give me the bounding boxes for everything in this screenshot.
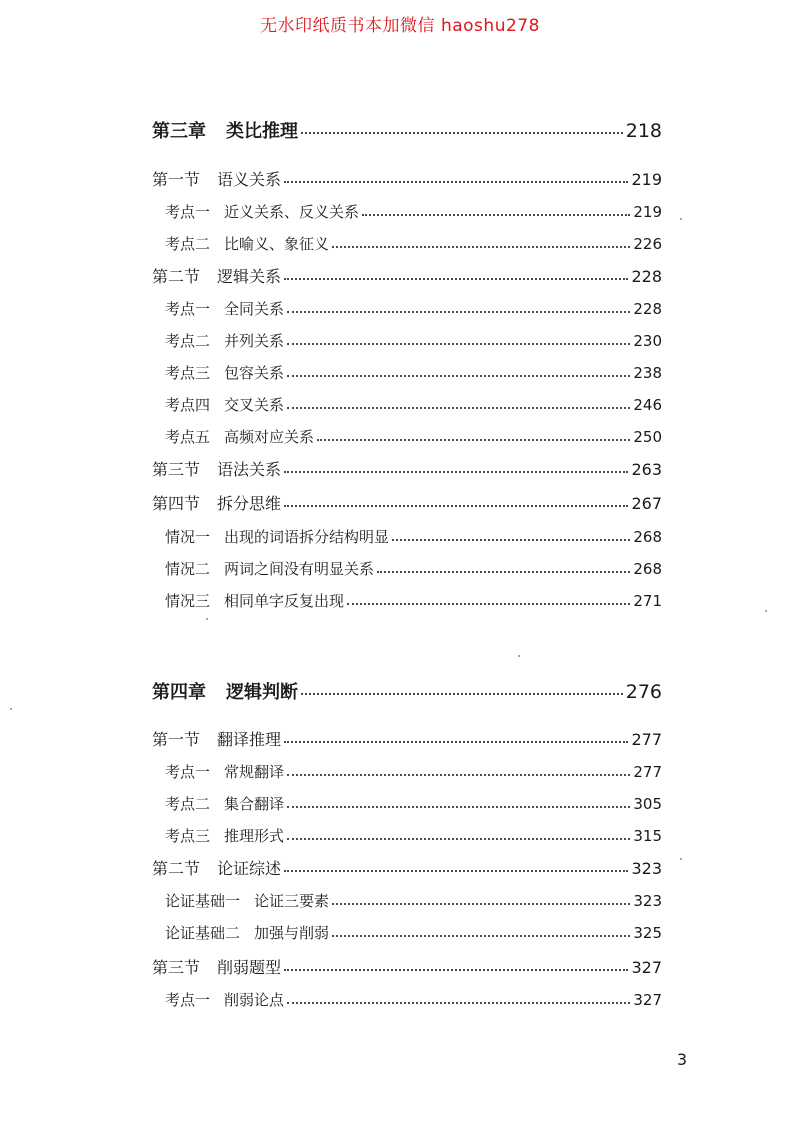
point-title: 加强与削弱 xyxy=(254,924,330,942)
point-page: 250 xyxy=(633,428,662,446)
toc-point[interactable] xyxy=(165,233,662,254)
point-label: 考点一 xyxy=(165,991,211,1009)
dot-leader xyxy=(287,375,630,377)
dot-leader xyxy=(287,343,630,345)
dot-leader xyxy=(284,870,628,872)
section-title: 拆分思维 xyxy=(217,494,282,513)
point-page: 277 xyxy=(633,763,662,781)
section-title: 逻辑关系 xyxy=(217,267,282,286)
chapter-title: 逻辑判断 xyxy=(226,682,298,703)
section-page: 219 xyxy=(631,170,662,189)
toc-section[interactable] xyxy=(152,491,662,514)
point-title: 比喻义、象征义 xyxy=(224,235,330,253)
section-page: 277 xyxy=(631,730,662,749)
section-label: 第四节 xyxy=(152,494,201,513)
point-page: 246 xyxy=(633,396,662,414)
point-title: 集合翻译 xyxy=(224,795,285,813)
scan-speck xyxy=(680,218,682,220)
scan-speck xyxy=(206,618,208,620)
point-title: 并列关系 xyxy=(224,332,285,350)
point-label: 论证基础一 xyxy=(165,892,241,910)
section-page: 228 xyxy=(631,267,662,286)
point-title: 削弱论点 xyxy=(224,991,285,1009)
toc-point[interactable] xyxy=(165,761,662,782)
toc-section[interactable] xyxy=(152,955,662,978)
section-page: 323 xyxy=(631,859,662,878)
dot-leader xyxy=(362,214,630,216)
point-label: 考点一 xyxy=(165,763,211,781)
toc-point[interactable] xyxy=(165,558,662,579)
dot-leader xyxy=(317,439,630,441)
dot-leader xyxy=(284,505,628,507)
chapter-page: 218 xyxy=(625,120,662,142)
scan-speck xyxy=(680,858,682,860)
point-title: 交叉关系 xyxy=(224,396,285,414)
dot-leader xyxy=(332,935,630,937)
chapter-label: 第三章 xyxy=(152,121,206,142)
dot-leader xyxy=(284,969,628,971)
dot-leader xyxy=(392,539,630,541)
point-title: 两词之间没有明显关系 xyxy=(224,560,375,578)
section-label: 第二节 xyxy=(152,267,201,286)
point-title: 相同单字反复出现 xyxy=(224,592,345,610)
point-label: 考点二 xyxy=(165,795,211,813)
toc-point[interactable] xyxy=(165,825,662,846)
point-page: 230 xyxy=(633,332,662,350)
toc-point[interactable] xyxy=(165,890,662,911)
section-title: 语法关系 xyxy=(217,460,282,479)
point-page: 268 xyxy=(633,528,662,546)
toc-point[interactable] xyxy=(165,922,662,943)
toc-point[interactable] xyxy=(165,989,662,1010)
chapter-title: 类比推理 xyxy=(226,121,298,142)
toc-point[interactable] xyxy=(165,590,662,611)
toc-section[interactable] xyxy=(152,167,662,190)
point-page: 228 xyxy=(633,300,662,318)
dot-leader xyxy=(301,693,623,695)
point-title: 推理形式 xyxy=(224,827,285,845)
point-label: 考点三 xyxy=(165,827,211,845)
dot-leader xyxy=(287,407,630,409)
point-page: 305 xyxy=(633,795,662,813)
point-title: 全同关系 xyxy=(224,300,285,318)
scan-speck xyxy=(10,708,12,710)
toc-point[interactable] xyxy=(165,426,662,447)
dot-leader xyxy=(284,181,628,183)
toc-point[interactable] xyxy=(165,298,662,319)
point-title: 近义关系、反义关系 xyxy=(224,203,360,221)
point-label: 情况二 xyxy=(165,560,211,578)
point-page: 327 xyxy=(633,991,662,1009)
dot-leader xyxy=(347,603,630,605)
section-page: 267 xyxy=(631,494,662,513)
point-page: 325 xyxy=(633,924,662,942)
point-page: 323 xyxy=(633,892,662,910)
section-page: 327 xyxy=(631,958,662,977)
dot-leader xyxy=(377,571,630,573)
toc-point[interactable] xyxy=(165,330,662,351)
point-label: 考点三 xyxy=(165,364,211,382)
section-title: 论证综述 xyxy=(217,859,282,878)
section-page: 263 xyxy=(631,460,662,479)
toc-point[interactable] xyxy=(165,394,662,415)
point-label: 论证基础二 xyxy=(165,924,241,942)
chapter-label: 第四章 xyxy=(152,682,206,703)
point-label: 情况三 xyxy=(165,592,211,610)
dot-leader xyxy=(287,838,630,840)
point-page: 219 xyxy=(633,203,662,221)
dot-leader xyxy=(284,741,628,743)
point-label: 考点二 xyxy=(165,332,211,350)
point-title: 高频对应关系 xyxy=(224,428,315,446)
section-label: 第二节 xyxy=(152,859,201,878)
toc-chapter-3[interactable] xyxy=(152,117,662,143)
dot-leader xyxy=(284,278,628,280)
toc-point[interactable] xyxy=(165,201,662,222)
toc-section[interactable] xyxy=(152,856,662,879)
dot-leader xyxy=(287,1002,630,1004)
toc-chapter-4[interactable] xyxy=(152,678,662,704)
point-label: 考点四 xyxy=(165,396,211,414)
dot-leader xyxy=(332,903,630,905)
point-title: 常规翻译 xyxy=(224,763,285,781)
dot-leader xyxy=(287,774,630,776)
point-page: 226 xyxy=(633,235,662,253)
point-page: 238 xyxy=(633,364,662,382)
dot-leader xyxy=(332,246,630,248)
watermark-text: 无水印纸质书本加微信 haoshu278 xyxy=(260,16,540,36)
point-label: 考点二 xyxy=(165,235,211,253)
scan-speck xyxy=(765,610,767,612)
section-title: 翻译推理 xyxy=(217,730,282,749)
dot-leader xyxy=(284,471,628,473)
chapter-page: 276 xyxy=(625,681,662,703)
toc-section[interactable] xyxy=(152,264,662,287)
dot-leader xyxy=(287,806,630,808)
section-label: 第三节 xyxy=(152,958,201,977)
section-title: 削弱题型 xyxy=(217,958,282,977)
point-title: 出现的词语拆分结构明显 xyxy=(224,528,390,546)
point-page: 315 xyxy=(633,827,662,845)
toc-point[interactable] xyxy=(165,526,662,547)
point-label: 情况一 xyxy=(165,528,211,546)
toc-point[interactable] xyxy=(165,362,662,383)
page-number: 3 xyxy=(676,1050,687,1069)
section-title: 语义关系 xyxy=(217,170,282,189)
toc-section[interactable] xyxy=(152,727,662,750)
point-title: 论证三要素 xyxy=(254,892,330,910)
toc-section[interactable] xyxy=(152,457,662,480)
section-label: 第一节 xyxy=(152,170,201,189)
point-label: 考点五 xyxy=(165,428,211,446)
point-label: 考点一 xyxy=(165,203,211,221)
point-page: 268 xyxy=(633,560,662,578)
toc-point[interactable] xyxy=(165,793,662,814)
scan-speck xyxy=(518,655,520,657)
section-label: 第一节 xyxy=(152,730,201,749)
section-label: 第三节 xyxy=(152,460,201,479)
dot-leader xyxy=(287,311,630,313)
point-label: 考点一 xyxy=(165,300,211,318)
point-title: 包容关系 xyxy=(224,364,285,382)
point-page: 271 xyxy=(633,592,662,610)
dot-leader xyxy=(301,132,623,134)
